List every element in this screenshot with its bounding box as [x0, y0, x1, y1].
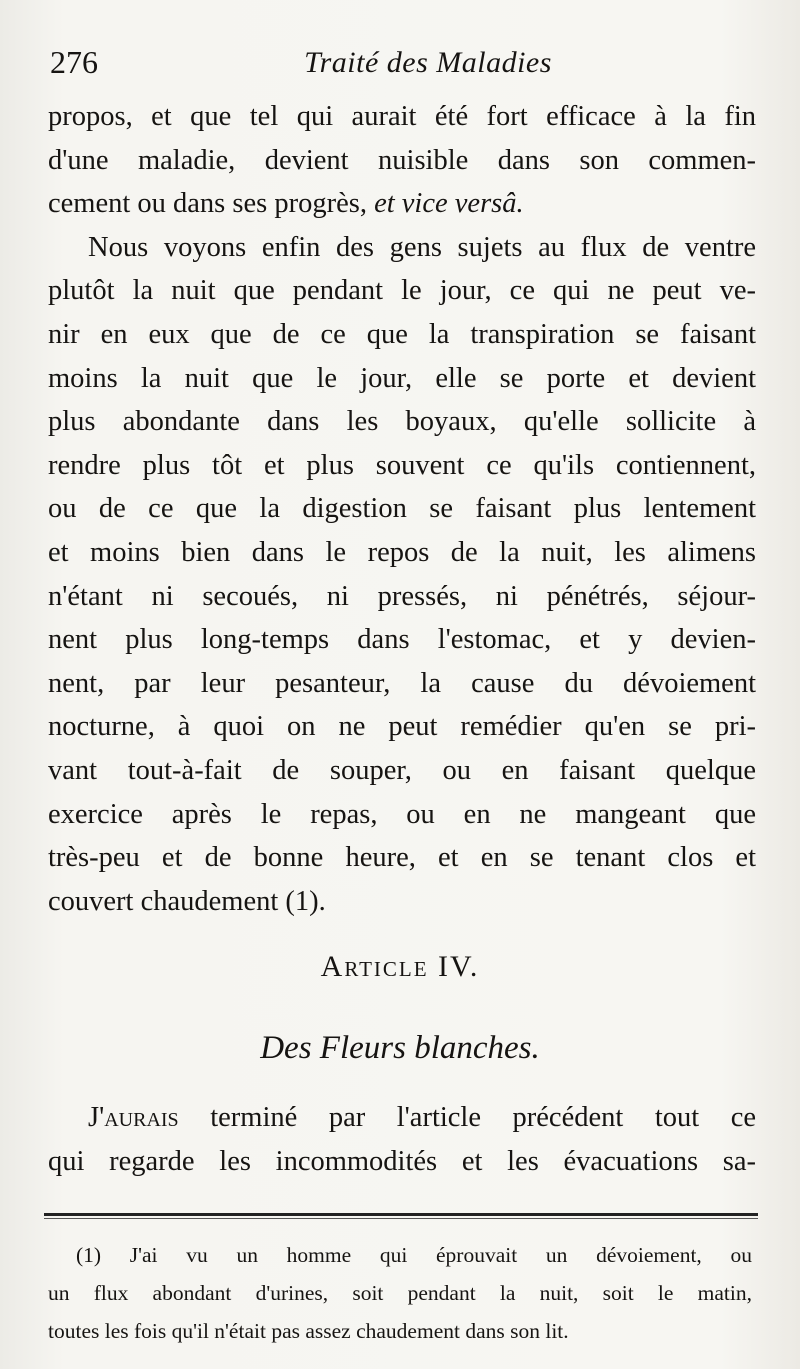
body-text: [48, 95, 756, 923]
footnote-line: un flux abondant d'urines, soit pendant la nuit, soit le matin,: [48, 1281, 752, 1305]
article-heading-text: Article IV.: [320, 950, 480, 983]
text-line: très-peu et de bonne heure, et en se tenant clos et: [48, 842, 756, 874]
text-line: [48, 1096, 756, 1140]
small-caps-opening: J'aurais: [88, 1102, 179, 1133]
footnote-line: toutes les fois qu'il n'était pas assez chaudement dans son lit.: [48, 1319, 569, 1343]
section-body: [48, 1096, 756, 1183]
text-line: vant tout-à-fait de souper, ou en faisant quelque: [48, 754, 756, 786]
text-line: n'étant ni secoués, ni pressés, ni pénétrés, séjour-: [48, 580, 756, 612]
section-title: Des Fleurs blanches.: [260, 1030, 540, 1066]
text-line: propos, et que tel qui aurait été fort efficace à la fin: [48, 101, 756, 132]
page-number: 276: [50, 44, 98, 80]
text-line: couvert chaudement (1).: [48, 885, 326, 917]
footnote-line: (1) J'ai vu un homme qui éprouvait un dévoiement, ou: [76, 1243, 752, 1267]
text-line: Nous voyons enfin des gens sujets au flux de ventre: [88, 231, 756, 263]
text-span: cement ou dans ses progrès,: [48, 188, 367, 220]
text-span: terminé par l'article précédent tout ce: [210, 1102, 757, 1133]
footnote: [48, 1236, 752, 1350]
text-line: qui regarde les incommodités et les évacuations sa-: [48, 1145, 756, 1177]
text-line: d'une maladie, devient nuisible dans son commen-: [48, 144, 756, 176]
text-line: plutôt la nuit que pendant le jour, ce qui ne peut ve-: [48, 275, 756, 307]
footnote-rule-thin: [44, 1218, 758, 1219]
text-line: nir en eux que de ce que la transpiration se faisant: [48, 318, 756, 350]
text-line: nent, par leur pesanteur, la cause du dévoiement: [48, 667, 756, 699]
text-line: exercice après le repas, ou en ne mangeant que: [48, 798, 756, 830]
text-line: [48, 182, 756, 226]
italic-phrase: et vice versâ.: [374, 188, 524, 220]
page-header: [48, 40, 748, 90]
running-title: Traité des Maladies: [304, 46, 552, 79]
text-line: nent plus long-temps dans l'estomac, et y devien-: [48, 624, 756, 656]
text-line: et moins bien dans le repos de la nuit, les alimens: [48, 536, 756, 568]
text-line: rendre plus tôt et plus souvent ce qu'ils contiennent,: [48, 449, 756, 481]
text-line: nocturne, à quoi on ne peut remédier qu'en se pri-: [48, 711, 756, 743]
text-line: moins la nuit que le jour, elle se porte et devient: [48, 362, 756, 394]
text-line: plus abondante dans les boyaux, qu'elle sollicite à: [48, 406, 756, 438]
article-heading: [0, 950, 800, 984]
text-line: ou de ce que la digestion se faisant plus lentement: [48, 493, 756, 525]
footnote-rule: [44, 1213, 758, 1216]
